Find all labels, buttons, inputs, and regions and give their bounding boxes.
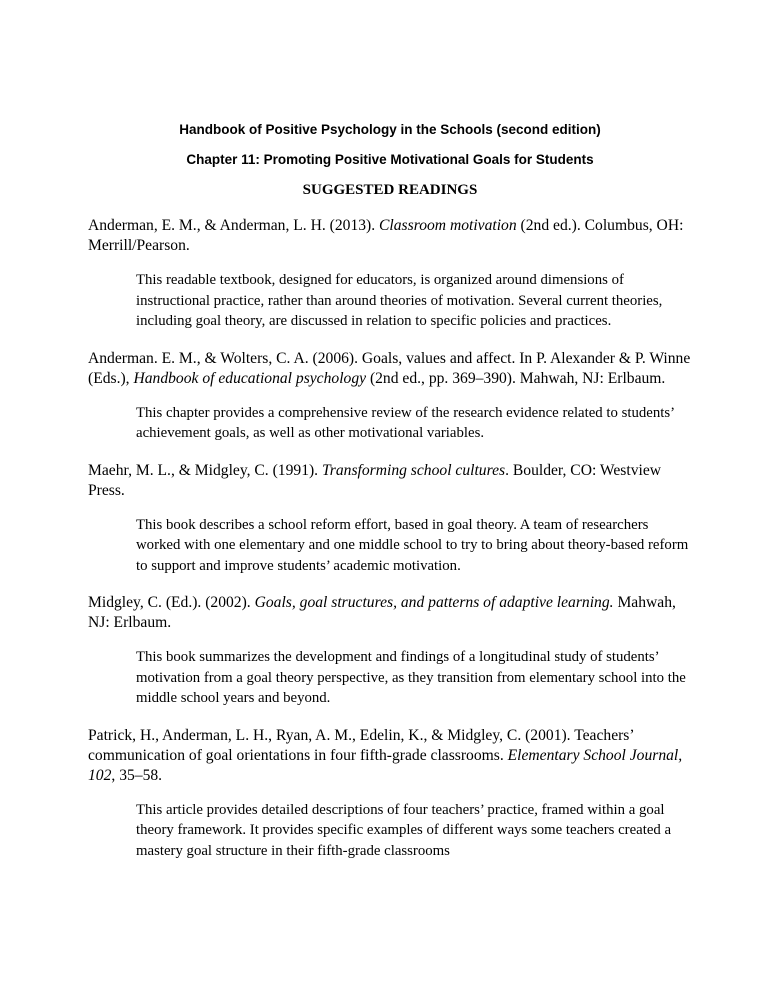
citation-text: (2nd ed.). Columbus, OH: Merrill/Pearson. (88, 217, 684, 254)
citation-text: Anderman. E. M., & Wolters, C. A. (2006). Goals, values and affect. In P. Alexander & P. Winne (Eds.), (88, 349, 691, 387)
reading-annotation: This article provides detailed descriptions of four teachers’ practice, framed within a goal theory framework. It provides specific examples of different ways some teachers created a mastery goal structure in their fifth-grade classrooms (136, 801, 672, 859)
citation-title: Transforming school cultures (321, 461, 506, 479)
citation-text: Patrick, H., Anderman, L. H., Ryan, A. M., Edelin, K., & Midgley, C. (2001). Teachers’ communication of goal orientations in four fifth-grade classrooms. (88, 726, 634, 764)
reading-citation (88, 726, 692, 786)
reading-citation (88, 349, 692, 389)
citation-text: (2nd ed., pp. 369–390). Mahwah, NJ: Erlbaum. (366, 369, 666, 387)
citation-text: Mahwah, NJ: Erlbaum. (88, 594, 676, 631)
reading-entry (88, 349, 692, 444)
citation-text: , 35–58. (111, 766, 163, 784)
reading-citation (88, 593, 692, 633)
reading-citation (88, 461, 692, 501)
reading-entry (88, 726, 692, 862)
reading-entry (88, 461, 692, 577)
citation-title: Elementary School Journal, 102 (88, 746, 683, 784)
reading-annotation: This readable textbook, designed for educators, is organized around dimensions of instructional practice, rather than around theories of motivation. Several current theories, including goal theory, are discussed in relation to specific policies and practices. (136, 272, 663, 329)
readings-list (88, 216, 692, 861)
section-heading: SUGGESTED READINGS (302, 182, 478, 198)
chapter-title: Chapter 11: Promoting Positive Motivational Goals for Students (186, 152, 594, 167)
reading-annotation: This book summarizes the development and findings of a longitudinal study of students’ motivation from a goal theory perspective, as they transition from elementary school into the middle school years and beyond. (136, 649, 686, 706)
reading-entry (88, 593, 692, 709)
citation-text: Anderman, E. M., & Anderman, L. H. (2013). (88, 217, 380, 234)
reading-annotation: This book describes a school reform effort, based in goal theory. A team of researchers worked with one elementary and one middle school to try to bring about theory-based reform to support and improve students’ academic motivation. (136, 516, 689, 574)
citation-title: Handbook of educational psychology (133, 369, 367, 387)
citation-title: Goals, goal structures, and patterns of adaptive learning. (254, 594, 614, 611)
citation-text: . Boulder, CO: Westview Press. (88, 461, 662, 499)
citation-title: Classroom motivation (379, 217, 517, 234)
reading-entry (88, 216, 692, 332)
book-title: Handbook of Positive Psychology in the Schools (second edition) (179, 122, 601, 137)
citation-text: Midgley, C. (Ed.). (2002). (88, 594, 255, 611)
reading-annotation: This chapter provides a comprehensive review of the research evidence related to students’ achievement goals, as well as other motivational variables. (136, 404, 674, 441)
citation-text: Maehr, M. L., & Midgley, C. (1991). (88, 461, 322, 479)
reading-citation (88, 216, 692, 256)
